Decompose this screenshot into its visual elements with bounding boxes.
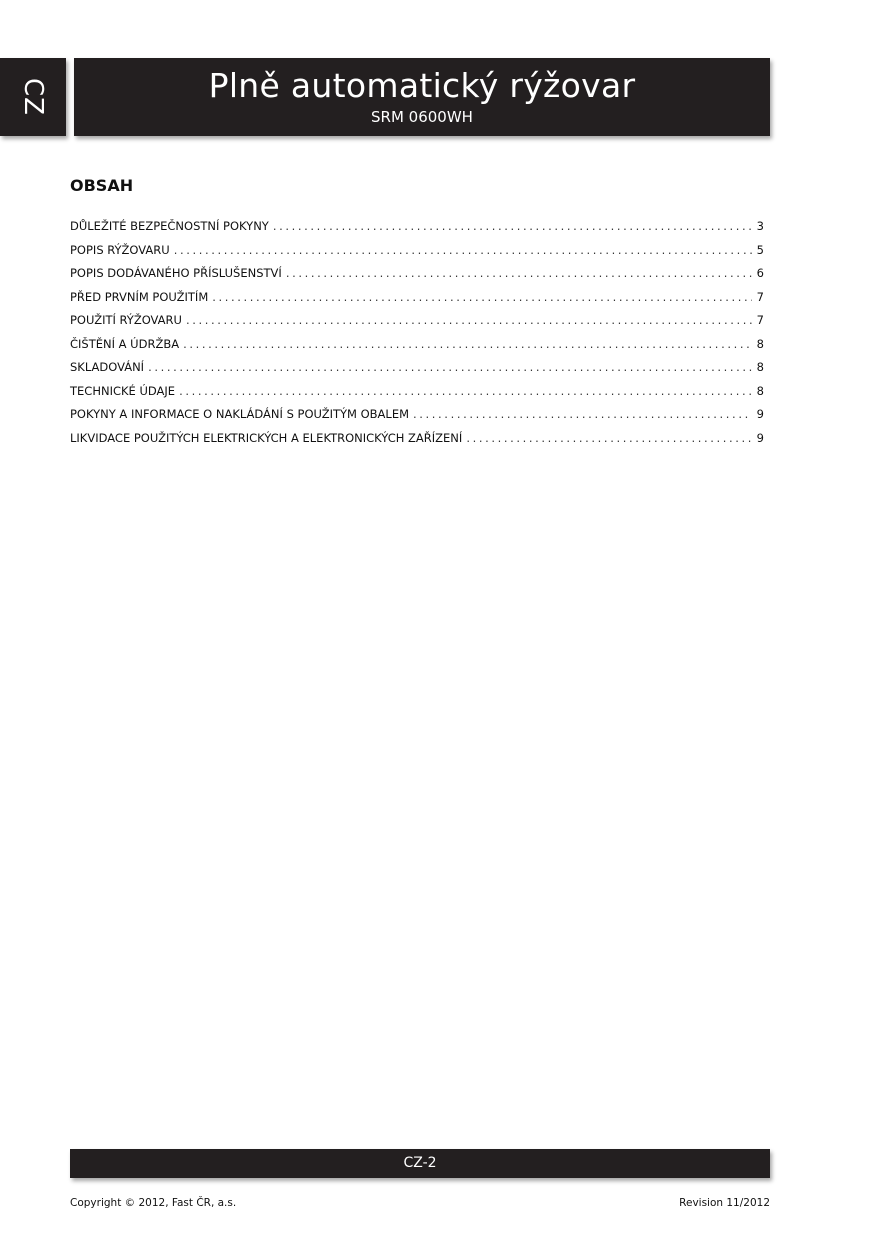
toc-entry-label: ČIŠTĚNÍ A ÚDRŽBA (70, 336, 180, 351)
toc-entry-page: 3 (756, 219, 764, 233)
toc-entry-label: DŮLEŽITÉ BEZPEČNOSTNÍ POKYNY (70, 219, 269, 233)
toc-entry[interactable] (70, 360, 764, 384)
language-code: CZ (18, 78, 48, 116)
toc-entry-page: 5 (756, 242, 764, 257)
page-number: CZ-2 (403, 1155, 437, 1171)
toc-entry-label: POPIS RÝŽOVARU (70, 242, 170, 257)
toc-entry-label: LIKVIDACE POUŽITÝCH ELEKTRICKÝCH A ELEKTRONICKÝCH ZAŘÍZENÍ (70, 430, 463, 445)
toc-entry-page: 8 (756, 383, 764, 398)
toc-entry-page: 9 (756, 430, 764, 445)
toc-entry-page: 9 (756, 407, 764, 421)
toc-entry-page: 8 (756, 360, 764, 374)
toc-entry[interactable] (70, 243, 764, 267)
dot-leader (273, 219, 752, 233)
model-number: SRM 0600WH (371, 108, 473, 126)
dot-leader (179, 384, 752, 398)
revision-info: Revision 11/2012 (679, 1197, 770, 1209)
toc-entry-label: POPIS DODÁVANÉHO PŘÍSLUŠENSTVÍ (70, 266, 282, 280)
dot-leader (148, 360, 752, 374)
header-bar (74, 58, 770, 136)
toc-entry[interactable] (70, 337, 764, 361)
toc-entry[interactable] (70, 431, 764, 455)
table-of-contents (70, 219, 764, 454)
footer-bar (70, 1149, 770, 1178)
dot-leader (286, 266, 752, 280)
document-title: Plně automatický rýžovar (208, 66, 636, 105)
dot-leader (183, 337, 752, 351)
dot-leader (466, 431, 752, 445)
toc-entry-page: 8 (756, 336, 764, 351)
toc-entry[interactable] (70, 407, 764, 431)
language-tab (0, 58, 66, 136)
dot-leader (186, 313, 752, 327)
toc-entry[interactable] (70, 384, 764, 408)
toc-entry-page: 6 (756, 266, 764, 280)
toc-entry-label: SKLADOVÁNÍ (70, 360, 145, 374)
copyright-notice: Copyright © 2012, Fast ČR, a.s. (70, 1197, 237, 1209)
toc-entry-label: PŘED PRVNÍM POUŽITÍM (70, 289, 209, 304)
dot-leader (212, 290, 752, 304)
toc-entry-page: 7 (756, 289, 764, 304)
toc-heading: OBSAH (70, 176, 134, 195)
toc-entry[interactable] (70, 313, 764, 337)
toc-entry[interactable] (70, 266, 764, 290)
dot-leader (413, 407, 752, 421)
dot-leader (174, 243, 752, 257)
toc-entry-label: TECHNICKÉ ÚDAJE (70, 383, 176, 398)
toc-entry[interactable] (70, 290, 764, 314)
toc-entry-label: POKYNY A INFORMACE O NAKLÁDÁNÍ S POUŽITÝM OBALEM (70, 407, 410, 421)
toc-entry-page: 7 (756, 313, 764, 327)
toc-entry[interactable] (70, 219, 764, 243)
toc-entry-label: POUŽITÍ RÝŽOVARU (70, 313, 182, 327)
